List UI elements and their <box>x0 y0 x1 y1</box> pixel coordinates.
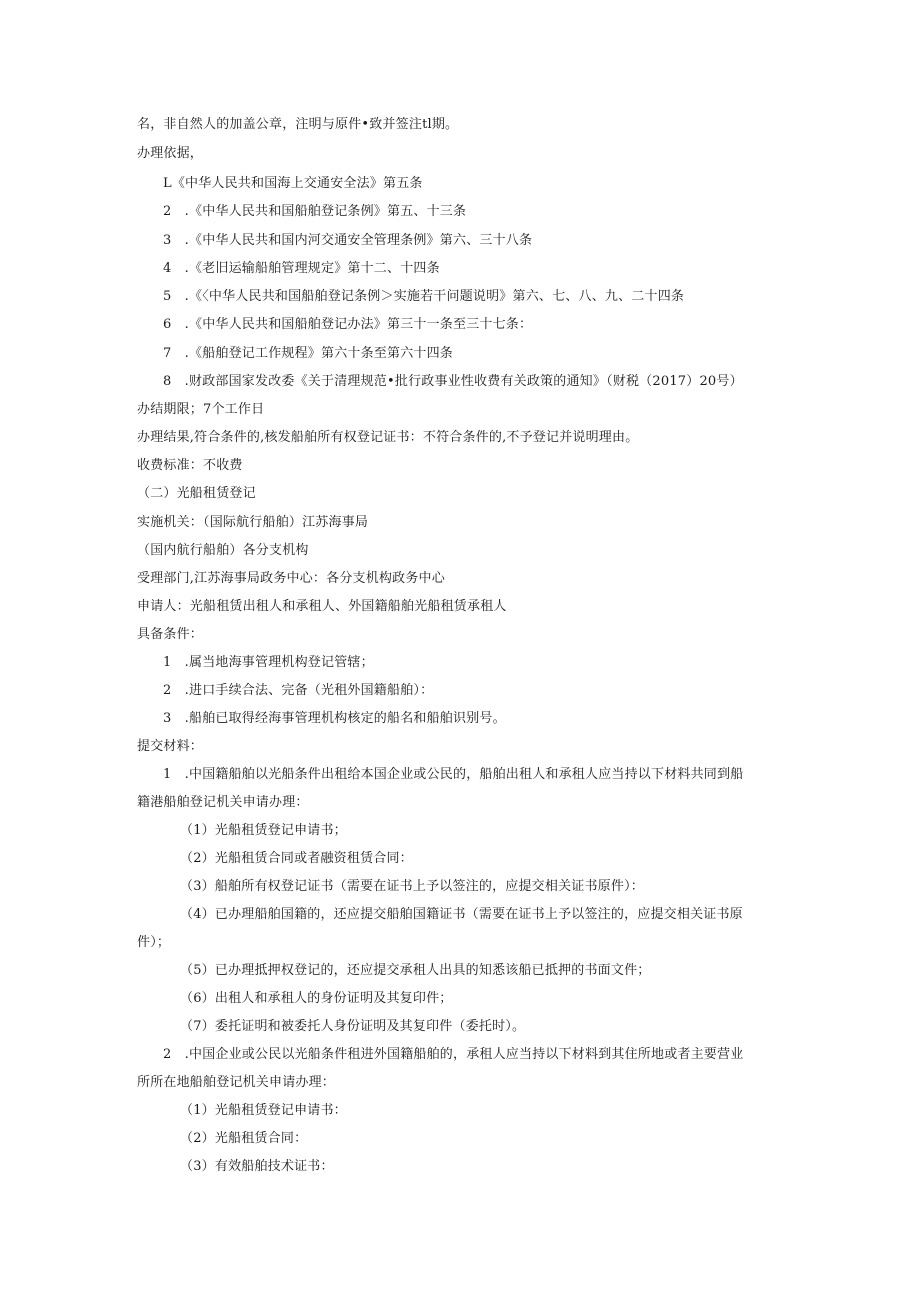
text-line: 办理结果,符合条件的,核发船舶所有权登记证书：不符合条件的,不予登记并说明理由。 <box>137 430 639 445</box>
text-line: 所所在地船舶登记机关申请办理： <box>137 1075 336 1090</box>
text-line: 3 .船舶已取得经海事管理机构核定的船名和船舶识别号。 <box>163 711 506 726</box>
text-line: 申请人：光船租赁出租人和承租人、外国籍船舶光船租赁承租人 <box>137 599 507 614</box>
text-line: 籍港船舶登记机关申请办理： <box>137 795 309 810</box>
text-line: 实施机关：（国际航行船舶）江苏海事局 <box>137 515 369 530</box>
text-line: （国内航行船舶）各分支机构 <box>137 543 309 558</box>
text-line: （2）光船租赁合同或者融资租赁合同： <box>180 851 413 866</box>
text-line: 名，非自然人的加盖公章，注明与原件•致并签注tl期。 <box>137 117 459 132</box>
text-line: L《中华人民共和国海上交通安全法》第五条 <box>163 176 423 191</box>
text-line: 4 .《老旧运输船舶管理规定》第十二、十四条 <box>163 261 440 276</box>
text-line: （4）已办理船舶国籍的，还应提交船舶国籍证书（需要在证书上予以签注的，应提交相关证书原 <box>180 907 743 922</box>
text-line: 办理依据， <box>137 146 204 161</box>
text-line: 收费标准：不收费 <box>137 458 243 473</box>
text-line: 受理部门,江苏海事局政务中心：各分支机构政务中心 <box>137 571 445 586</box>
section-heading: （二）光船租赁登记 <box>137 486 256 501</box>
text-line: （6）出租人和承租人的身份证明及其复印件； <box>180 991 453 1006</box>
text-line: 1 .中国籍船舶以光船条件出租给本国企业或公民的，船舶出租人和承租人应当持以下材料共同到船 <box>163 767 744 782</box>
text-line: 3 .《中华人民共和国内河交通安全管理条例》第六、三十八条 <box>163 233 533 248</box>
text-line: 5 .《〈中华人民共和国船舶登记条例＞实施若干问题说明》第六、七、八、九、二十四条 <box>163 289 685 304</box>
text-line: （3）有效船舶技术证书： <box>180 1159 334 1174</box>
text-line: （2）光船租赁合同： <box>180 1131 308 1146</box>
text-line: （5）已办理抵押权登记的，还应提交承租人出具的知悉该船已抵押的书面文件； <box>180 963 651 978</box>
text-line: 件）； <box>137 935 171 950</box>
text-line: 6 .《中华人民共和国船舶登记办法》第三十一条至三十七条： <box>163 317 533 332</box>
text-line: 具备条件： <box>137 627 204 642</box>
text-line: （1）光船租赁登记申请书： <box>180 1103 347 1118</box>
text-line: 1 .属当地海事管理机构登记管辖； <box>163 655 374 670</box>
text-line: （7）委托证明和被委托人身份证明及其复印件（委托时）。 <box>180 1019 526 1034</box>
text-line: （3）船舶所有权登记证书（需要在证书上予以签注的，应提交相关证书原件）： <box>180 879 644 894</box>
text-line: 2 .进口手续合法、完备（光租外国籍船舶）： <box>163 683 434 698</box>
text-line: 7 .《船舶登记工作规程》第六十条至第六十四条 <box>163 346 454 361</box>
text-line: 8 .财政部国家发改委《关于清理规范•批行政事业性收费有关政策的通知》（财税（2017）20号） <box>163 374 743 389</box>
text-line: 提交材料： <box>137 739 204 754</box>
text-line: （1）光船租赁登记申请书； <box>180 823 347 838</box>
text-line: 2 .中国企业或公民以光船条件租进外国籍船舶的，承租人应当持以下材料到其住所地或者主要营业 <box>163 1047 744 1062</box>
text-line: 2 .《中华人民共和国船舶登记条例》第五、十三条 <box>163 204 467 219</box>
text-line: 办结期限；7个工作日 <box>137 402 265 417</box>
